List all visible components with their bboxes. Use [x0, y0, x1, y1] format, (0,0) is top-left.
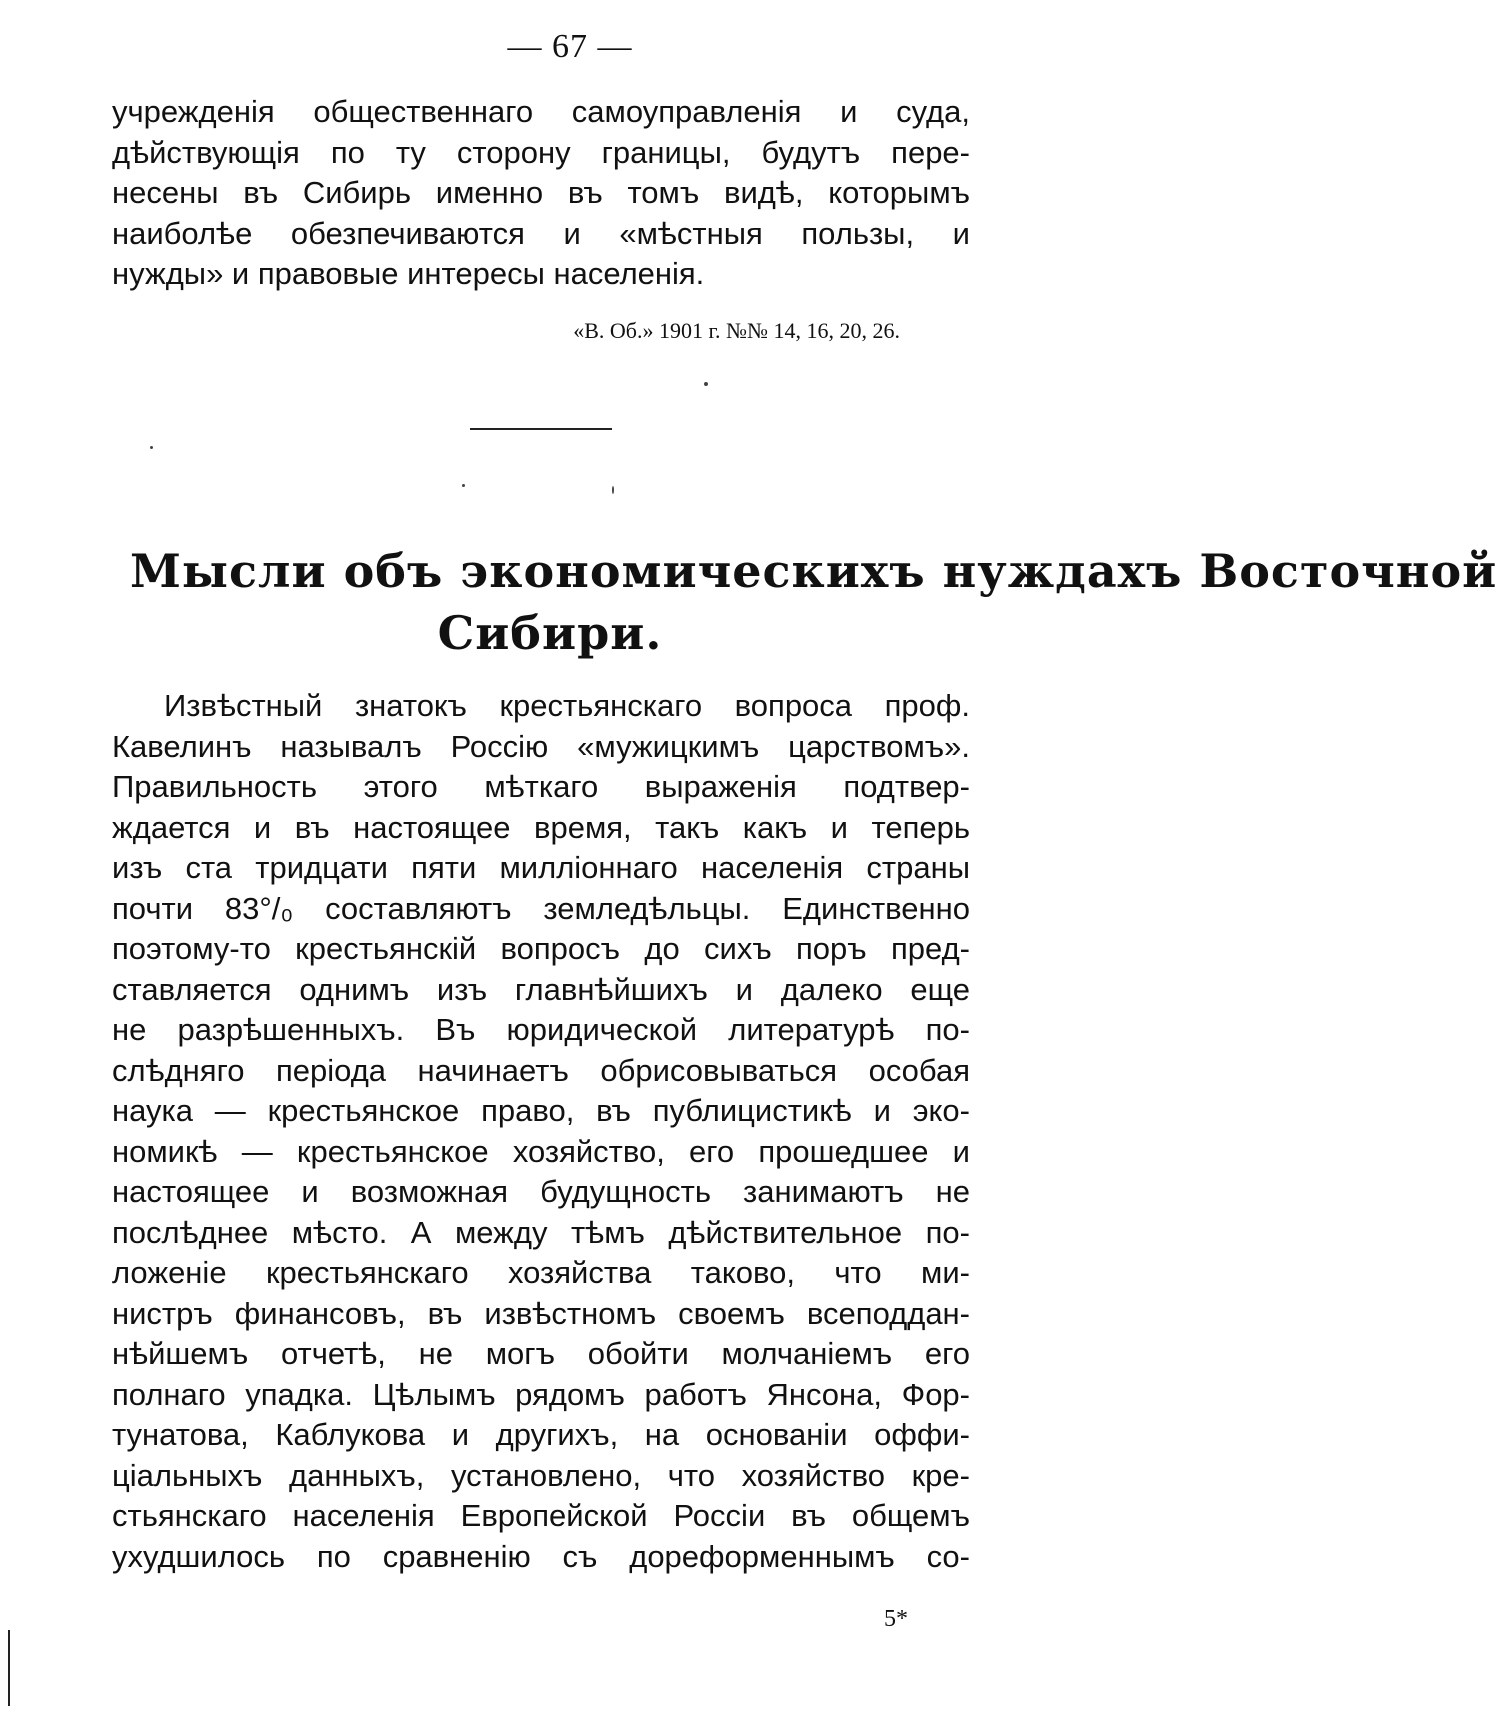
- heading-line: Сибири.: [437, 606, 663, 660]
- text-line: стьянскаго населенія Европейской Россіи въ общемъ: [112, 1498, 970, 1533]
- page-number: — 67 —: [507, 28, 633, 65]
- top-paragraph: [112, 92, 970, 295]
- text-line: тунатова, Каблукова и другихъ, на основаніи оффи-: [112, 1417, 970, 1452]
- text-line: настоящее и возможная будущность занимаютъ не: [112, 1174, 970, 1209]
- text-line: несены въ Сибирь именно въ томъ видѣ, которымъ: [112, 175, 970, 210]
- text-line: ждается и въ настоящее время, такъ какъ и теперь: [112, 809, 970, 845]
- text-line: полнаго упадка. Цѣлымъ рядомъ работъ Янсона, Фор-: [112, 1376, 970, 1412]
- print-speck: [150, 446, 153, 449]
- text-line: поэтому-то крестьянскій вопросъ до сихъ поръ пред-: [112, 931, 970, 966]
- body-paragraph: [112, 686, 970, 1577]
- signature-mark: 5*: [884, 1606, 908, 1632]
- heading-line: Мысли объ экономическихъ нуждахъ Восточной: [130, 544, 1497, 598]
- text-line: изъ ста тридцати пяти милліоннаго населенія страны: [112, 850, 970, 885]
- section-divider: [470, 428, 612, 430]
- text-line: не разрѣшенныхъ. Въ юридической литературѣ по-: [112, 1012, 970, 1047]
- print-speck: [462, 484, 465, 487]
- text-line: слѣдняго періода начинаетъ обрисовываться особая: [112, 1052, 970, 1088]
- text-line: ціальныхъ данныхъ, установлено, что хозяйство кре-: [112, 1457, 970, 1493]
- article-heading: [130, 540, 1497, 664]
- text-line: Извѣстный знатокъ крестьянскаго вопроса проф.: [164, 688, 970, 723]
- text-line: Кавелинъ называлъ Россію «мужицкимъ царствомъ».: [112, 728, 970, 764]
- source-citation: «В. Об.» 1901 г. №№ 14, 16, 20, 26.: [573, 318, 900, 343]
- text-line: почти 83°/₀ составляютъ земледѣльцы. Единственно: [112, 890, 970, 926]
- text-line: нѣйшемъ отчетѣ, не могъ обойти молчаніемъ его: [112, 1336, 970, 1371]
- text-line: учрежденія общественнаго самоуправленія и суда,: [112, 94, 970, 129]
- text-line: ложеніе крестьянскаго хозяйства таково, что ми-: [112, 1255, 970, 1290]
- text-line: наиболѣе обезпечиваются и «мѣстныя пользы, и: [112, 215, 970, 251]
- text-line: наука — крестьянское право, въ публицистикѣ и эко-: [112, 1093, 970, 1128]
- text-line: номикѣ — крестьянское хозяйство, его прошедшее и: [112, 1133, 970, 1169]
- print-speck: [612, 486, 614, 494]
- text-line: нистръ финансовъ, въ извѣстномъ своемъ всеподдан-: [112, 1295, 970, 1331]
- text-line: Правильность этого мѣткаго выраженія подтвер-: [112, 769, 970, 804]
- print-speck: [704, 382, 708, 386]
- text-line: ухудшилось по сравненію съ дореформеннымъ со-: [112, 1538, 970, 1574]
- text-line: нужды» и правовые интересы населенія.: [112, 256, 705, 291]
- margin-mark: [8, 1630, 10, 1706]
- text-line: послѣднее мѣсто. А между тѣмъ дѣйствительное по-: [112, 1214, 970, 1250]
- text-line: ставляется однимъ изъ главнѣйшихъ и далеко еще: [112, 971, 970, 1007]
- text-line: дѣйствующія по ту сторону границы, будутъ пере-: [112, 134, 970, 170]
